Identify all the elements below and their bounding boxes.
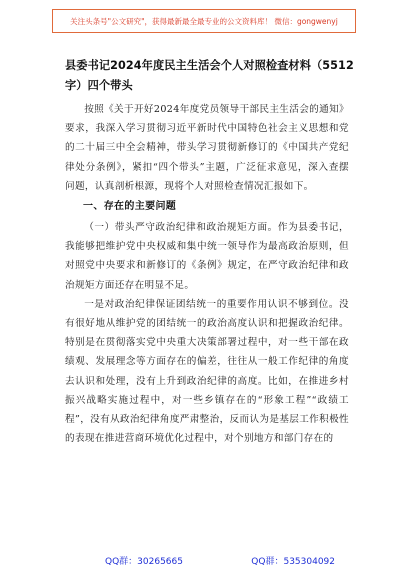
body-paragraph: （一）带头严守政治纪律和政治规矩方面。作为县委书记，我能够把维护党中央权威和集中统一领导作为最高政治原则，但对照党中央要求和新修订的《条例》规定，在严守政治纪律和政治规矩方面还存在明显不足。 xyxy=(65,222,349,291)
section-heading: 一、存在的主要问题 xyxy=(83,201,177,213)
promo-banner: 关注头条号"公文研究"，获得最新最全最专业的公文资料库！ 微信：gongwenyj xyxy=(52,9,356,33)
footer-qq-group: QQ群：535304092 xyxy=(251,557,335,567)
document-title: 县委书记2024年度民主生活会个人对照检查材料（5512字）四个带头 xyxy=(65,59,354,92)
body-paragraph: 一是对政治纪律保证团结统一的重要作用认识不够到位。没有很好地从维护党的团结统一的政治高度认识和把握政治纪律。特别是在贯彻落实党中央重大决策部署过程中，对一些干部在政绩观、发展理念等方面存在的偏差，往往从一般工作纪律的角度去认识和处理，没有上升到政治纪律的高度。比如，在推进乡村振兴战略实施过程中，对一些乡镇存在的“形象工程”“政绩工程”，没有从政治纪律角度严肃整治，反而认为是基层工作积极性的表现在推进营商环境优化过程中，对个别地方和部门存在的 xyxy=(65,298,349,445)
footer-qq-group: QQ群：30265665 xyxy=(105,557,183,567)
document-body xyxy=(65,100,349,448)
footer xyxy=(105,554,335,567)
intro-paragraph: 按照《关于开好2024年度党员领导干部民主生活会的通知》要求，我深入学习贯彻习近平新时代中国特色社会主义思想和党的二十届三中全会精神，带头学习贯彻新修订的《中国共产党纪律处分条例》，紧扣“四个带头”主题，广泛征求意见，深入查摆问题，认真剖析根源，现将个人对照检查情况汇报如下。 xyxy=(65,104,349,192)
